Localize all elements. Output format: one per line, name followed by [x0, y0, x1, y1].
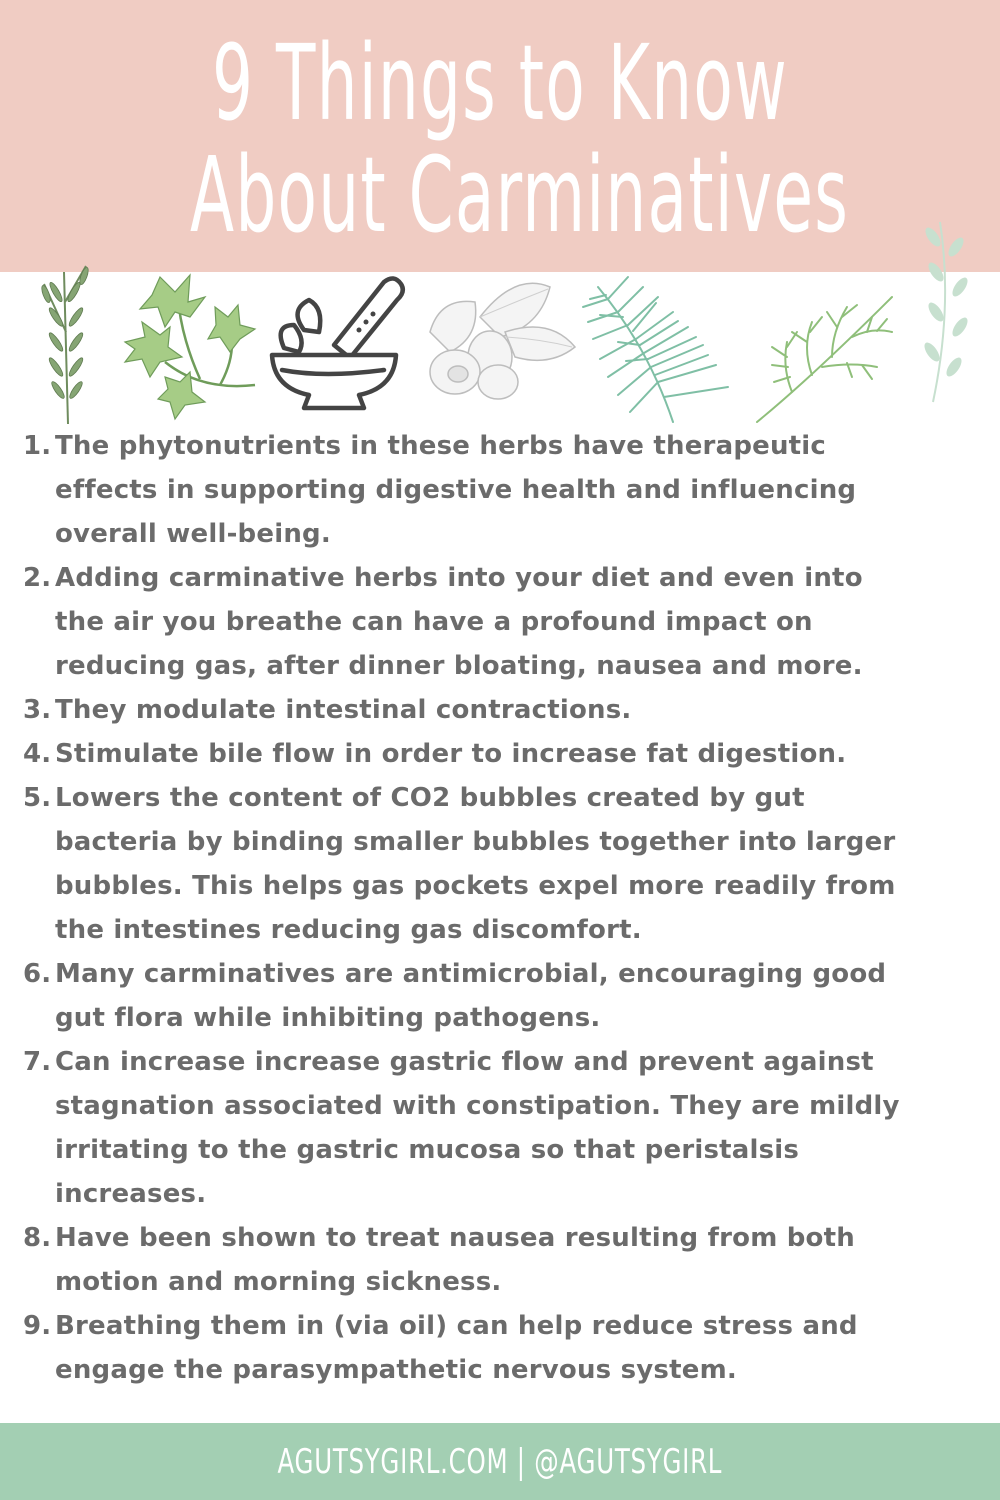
mortar-and-pestle-icon [264, 270, 409, 415]
herb-illustrations [0, 262, 1000, 432]
title-line-1: 9 Things to Know [212, 22, 788, 144]
thin-vine-icon [918, 217, 978, 407]
item-text: The phytonutrients in these herbs have therapeutic effects in supporting digestive health and influencing overall well-being. [55, 431, 857, 549]
list-item [0, 1040, 1000, 1216]
item-number: 6. [23, 959, 52, 989]
item-number: 7. [23, 1047, 52, 1077]
list-item [0, 688, 1000, 732]
item-text: Lowers the content of CO2 bubbles created by gut bacteria by binding smaller bubbles together into larger bubbles. This helps gas pockets expel more readily from the intestines reducing gas discomfort. [55, 783, 896, 945]
list-item [0, 1216, 1000, 1304]
list-item [0, 952, 1000, 1040]
parsley-leaf-icon [120, 267, 260, 422]
list-item [0, 556, 1000, 688]
item-number: 2. [23, 563, 52, 593]
carminative-facts-list [0, 424, 1000, 1392]
item-text: Can increase increase gastric flow and prevent against stagnation associated with constipation. They are mildly irritating to the gastric mucosa so that peristalsis increases. [55, 1047, 900, 1209]
item-text: Have been shown to treat nausea resulting from both motion and morning sickness. [55, 1223, 855, 1297]
rosemary-sprig-icon [26, 262, 106, 427]
item-text: Many carminatives are antimicrobial, encouraging good gut flora while inhibiting pathogens. [55, 959, 887, 1033]
item-number: 3. [23, 695, 52, 725]
item-number: 8. [23, 1223, 52, 1253]
item-number: 4. [23, 739, 52, 769]
item-number: 9. [23, 1311, 52, 1341]
item-number: 1. [23, 431, 52, 461]
item-text: Adding carminative herbs into your diet and even into the air you breathe can have a profound impact on reducing gas, after dinner bloating, nausea and more. [55, 563, 863, 681]
item-number: 5. [23, 783, 52, 813]
hazelnut-leaves-icon [420, 277, 580, 407]
list-item [0, 732, 1000, 776]
list-item [0, 424, 1000, 556]
footer-website-handle: AGUTSYGIRL.COM | @AGUTSYGIRL [277, 1441, 723, 1482]
list-item [0, 776, 1000, 952]
title-banner [0, 0, 1000, 272]
item-text: They modulate intestinal contractions. [55, 695, 632, 725]
title-line-2: About Carminatives [190, 134, 850, 256]
fern-frond-icon [578, 267, 733, 427]
list-item [0, 1304, 1000, 1392]
dill-sprig-icon [752, 287, 902, 427]
item-text: Breathing them in (via oil) can help reduce stress and engage the parasympathetic nervous system. [55, 1311, 858, 1385]
item-text: Stimulate bile flow in order to increase fat digestion. [55, 739, 847, 769]
footer-banner [0, 1423, 1000, 1500]
